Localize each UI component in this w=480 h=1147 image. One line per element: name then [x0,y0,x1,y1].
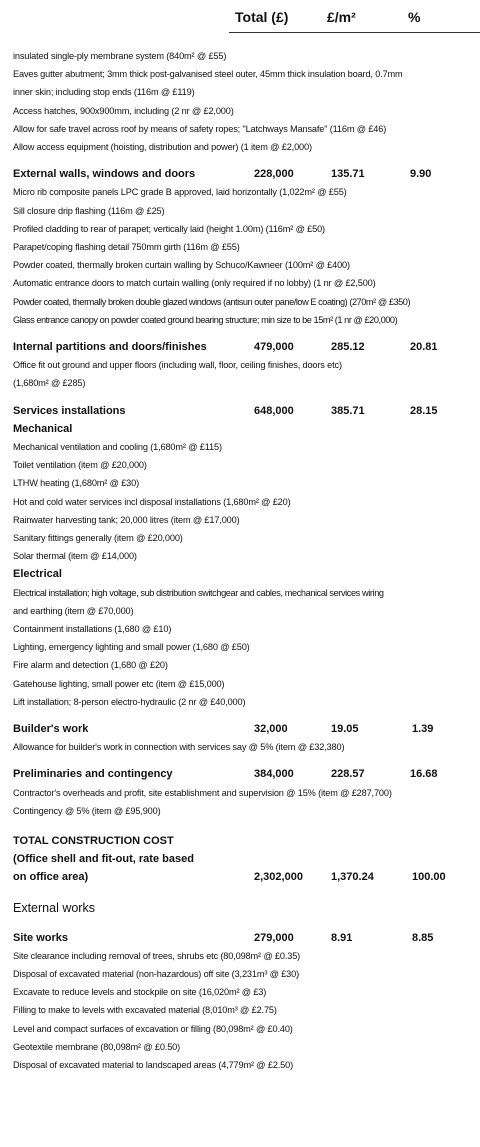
line-item: Parapet/coping flashing detail 750mm girth (116m @ £55) [13,242,240,253]
cost-breakdown [13,47,475,1074]
intro-line: inner skin; including stop ends (116m @ £119) [13,87,195,98]
subsection-title: Mechanical [13,422,73,435]
line-item: Hot and cold water services incl disposal installations (1,680m² @ £20) [13,496,291,507]
section-per-m2: 135.71 [331,168,365,181]
percent-column-header: % [408,9,421,25]
table-header [0,9,480,31]
line-item: Fire alarm and detection (1,680 @ £20) [13,660,168,671]
section-per-m2: 228.57 [331,768,365,781]
line-item: Office fit out ground and upper floors (including wall, floor, ceiling finishes, doors etc) [13,360,342,371]
section-percent: 20.81 [410,341,438,354]
total-cost-percent: 100.00 [412,871,446,884]
section-total: 32,000 [254,723,288,736]
line-item: Disposal of excavated material (non-hazardous) off site (3,231m³ @ £30) [13,969,300,980]
section-title: Preliminaries and contingency [13,768,173,781]
section-total: 479,000 [254,341,294,354]
total-cost-row [13,868,475,886]
line-item: Containment installations (1,680 @ £10) [13,624,172,635]
section-per-m2: 8.91 [331,931,353,944]
total-cost-total: 2,302,000 [254,871,303,884]
section-title: External walls, windows and doors [13,168,196,181]
intro-line: Eaves gutter abutment; 3mm thick post-galvanised steel outer, 45mm thick insulation board, 0.7mm [13,69,403,80]
section-total: 228,000 [254,168,294,181]
line-item: Glass entrance canopy on powder coated ground bearing structure; min size to be 15m² (1 nr @ £20,000) [13,314,398,325]
section-percent: 28.15 [410,404,438,417]
line-item: Rainwater harvesting tank; 20,000 litres (item @ £17,000) [13,514,240,525]
intro-line: Access hatches, 900x900mm, including (2 nr @ £2,000) [13,105,234,116]
line-item: and earthing (item @ £70,000) [13,605,134,616]
section-percent: 1.39 [412,723,434,736]
line-item: Lighting, emergency lighting and small power (1,680 @ £50) [13,642,250,653]
subsection-title: Electrical [13,568,62,581]
section-percent: 16.68 [410,768,438,781]
section-percent: 8.85 [412,931,434,944]
header-divider [229,32,480,33]
line-item: Site clearance including removal of trees, shrubs etc (80,098m² @ £0.35) [13,950,301,961]
line-item: Solar thermal (item @ £14,000) [13,551,137,562]
section-percent: 9.90 [410,168,432,181]
line-item: Automatic entrance doors to match curtain walling (only required if no lobby) (1 nr @ £2,500) [13,278,376,289]
section-per-m2: 285.12 [331,341,365,354]
section-services-heading [13,402,475,420]
line-item: (1,680m² @ £285) [13,378,86,389]
line-item: Excavate to reduce levels and stockpile on site (16,020m² @ £3) [13,987,267,998]
line-item: Geotextile membrane (80,098m² @ £0.50) [13,1041,181,1052]
section-site-works-heading [13,929,475,947]
intro-line: insulated single-ply membrane system (840m² @ £55) [13,51,227,61]
line-item: Contingency @ 5% (item @ £95,900) [13,805,161,816]
section-builders-work-heading [13,720,475,738]
line-item: Mechanical ventilation and cooling (1,680m² @ £115) [13,442,222,453]
line-item: Allowance for builder's work in connection with services say @ 5% (item @ £32,380) [13,742,345,753]
total-column-header: Total (£) [235,9,289,25]
line-item: Lift installation; 8-person electro-hydraulic (2 nr @ £40,000) [13,696,246,707]
line-item: LTHW heating (1,680m² @ £30) [13,478,139,489]
section-preliminaries-heading [13,765,475,783]
section-title: Services installations [13,404,126,417]
line-item: Profiled cladding to rear of parapet; vertically laid (height 1.00m) (116m² @ £50) [13,223,325,234]
line-item: Micro rib composite panels LPC grade B approved, laid horizontally (1,022m² @ £55) [13,187,347,198]
line-item: Sill closure drip flashing (116m @ £25) [13,205,165,216]
intro-line: Allow access equipment (hoisting, distribution and power) (1 item @ £2,000) [13,142,312,153]
line-item: Disposal of excavated material to landscaped areas (4,779m² @ £2.50) [13,1060,294,1071]
section-title: Site works [13,931,69,944]
line-item: Electrical installation; high voltage, sub distribution switchgear and cables, mechanical services wiring [13,587,384,598]
intro-line: Allow for safe travel across roof by means of safety ropes; "Latchways Mansafe" (116m @ £46) [13,123,387,134]
section-title: Internal partitions and doors/finishes [13,341,207,354]
per-m2-column-header: £/m² [327,9,356,25]
total-cost-subtitle: on office area) [13,871,89,884]
line-item: Toilet ventilation (item @ £20,000) [13,460,147,471]
section-total: 279,000 [254,931,294,944]
section-total: 384,000 [254,768,294,781]
line-item: Gatehouse lighting, small power etc (item @ £15,000) [13,678,225,689]
line-item: Powder coated, thermally broken double glazed windows (antisun outer pane/low E coating) (270m² @ £350) [13,296,411,307]
total-cost-subtitle: (Office shell and fit-out, rate based [13,853,194,866]
section-per-m2: 385.71 [331,404,365,417]
section-internal-partitions-heading [13,338,475,356]
external-works-heading: External works [13,900,95,915]
line-item: Filling to make to levels with excavated material (8,010m³ @ £2.75) [13,1005,277,1016]
total-cost-title: TOTAL CONSTRUCTION COST [13,835,174,848]
line-item: Powder coated, thermally broken curtain walling by Schuco/Kawneer (100m² @ £400) [13,260,350,271]
line-item: Contractor's overheads and profit, site establishment and supervision @ 15% (item @ £287,700) [13,787,392,798]
section-total: 648,000 [254,404,294,417]
line-item: Level and compact surfaces of excavation or filling (80,098m² @ £0.40) [13,1023,293,1034]
section-per-m2: 19.05 [331,723,359,736]
total-cost-per-m2: 1,370.24 [331,871,374,884]
section-title: Builder's work [13,723,89,736]
section-external-walls-heading [13,165,475,183]
line-item: Sanitary fittings generally (item @ £20,000) [13,533,183,544]
